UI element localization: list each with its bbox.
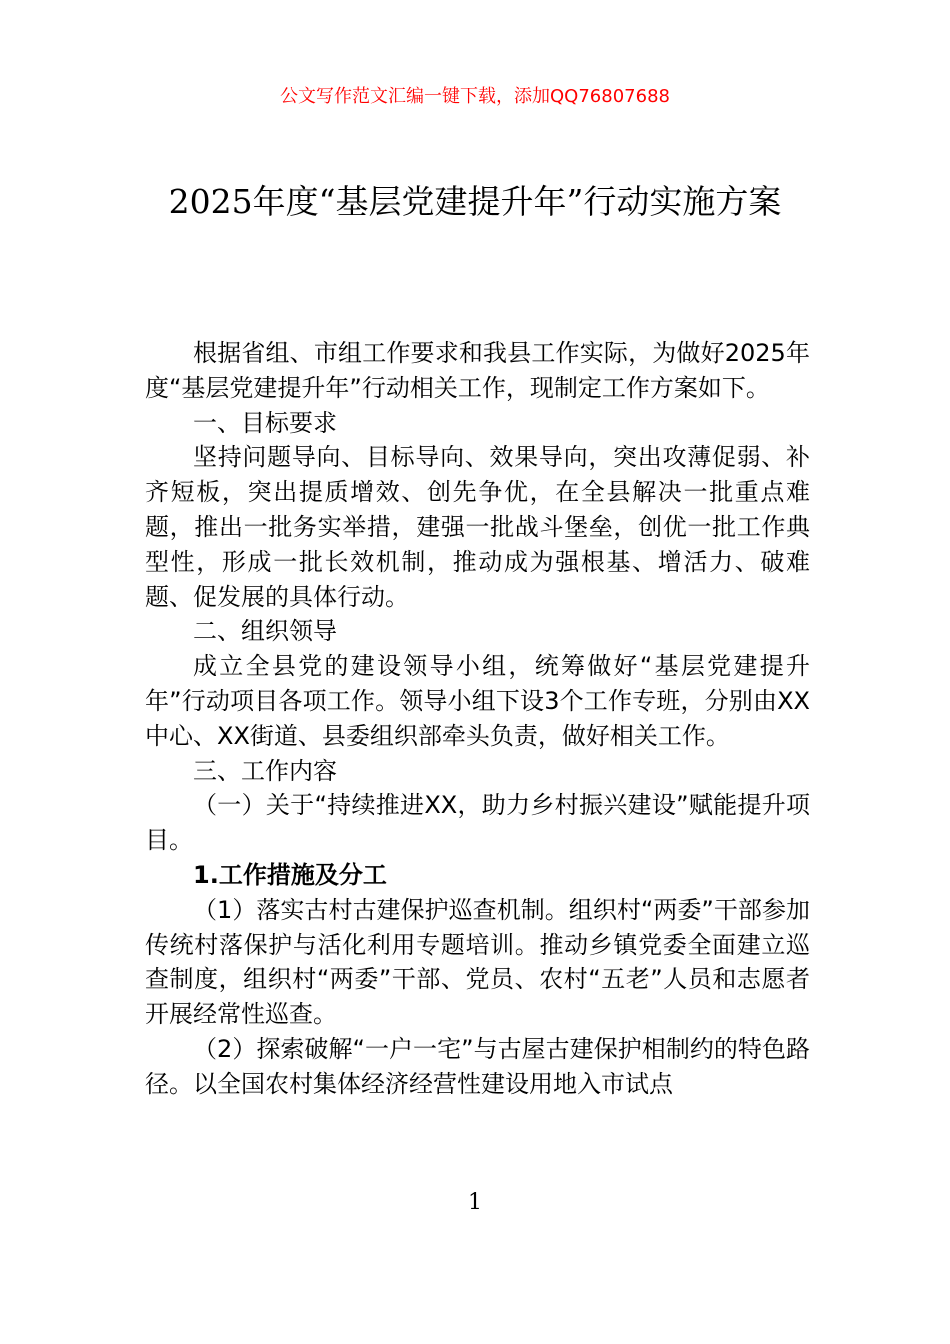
section-heading-leadership: 二、组织领导 bbox=[193, 617, 337, 646]
goals-paragraph: 坚持问题导向、目标导向、效果导向，突出攻薄促弱、补齐短板，突出提质增效、创先争优，在全县解决一批重点难题，推出一批务实举措，建强一批战斗堡垒，创优一批工作典型性，形成一批长效机制，推动成为强根基、增活力、破难题、促发展的具体行动。 bbox=[145, 443, 810, 611]
intro-paragraph: 根据省组、市组工作要求和我县工作实际，为做好2025年度“基层党建提升年”行动相关工作，现制定工作方案如下。 bbox=[145, 339, 810, 402]
section-heading-goals: 一、目标要求 bbox=[193, 408, 337, 437]
section-heading-content: 三、工作内容 bbox=[193, 756, 337, 785]
measure-item-2: （2）探索破解“一户一宅”与古屋古建保护相制约的特色路径。以全国农村集体经济经营性建设用地入市试点 bbox=[145, 1034, 810, 1098]
document-body bbox=[145, 336, 810, 1102]
bold-heading-measures: 1.工作措施及分工 bbox=[193, 860, 387, 889]
page-number: 1 bbox=[468, 1190, 482, 1215]
leadership-paragraph: 成立全县党的建设领导小组，统筹做好“基层党建提升年”行动项目各项工作。领导小组下设3个工作专班，分别由XX中心、XX街道、县委组织部牵头负责，做好相关工作。 bbox=[145, 652, 810, 750]
document-title: 2025年度“基层党建提升年”行动实施方案 bbox=[168, 182, 782, 221]
subsection-heading-one: （一）关于“持续推进XX，助力乡村振兴建设”赋能提升项目。 bbox=[145, 791, 810, 855]
measure-item-1: （1）落实古村古建保护巡查机制。组织村“两委”干部参加传统村落保护与活化利用专题培训。推动乡镇党委全面建立巡查制度，组织村“两委”干部、党员、农村“五老”人员和志愿者开展经常性巡查。 bbox=[145, 895, 810, 1029]
download-banner: 公文写作范文汇编一键下载，添加QQ76807688 bbox=[280, 86, 670, 107]
